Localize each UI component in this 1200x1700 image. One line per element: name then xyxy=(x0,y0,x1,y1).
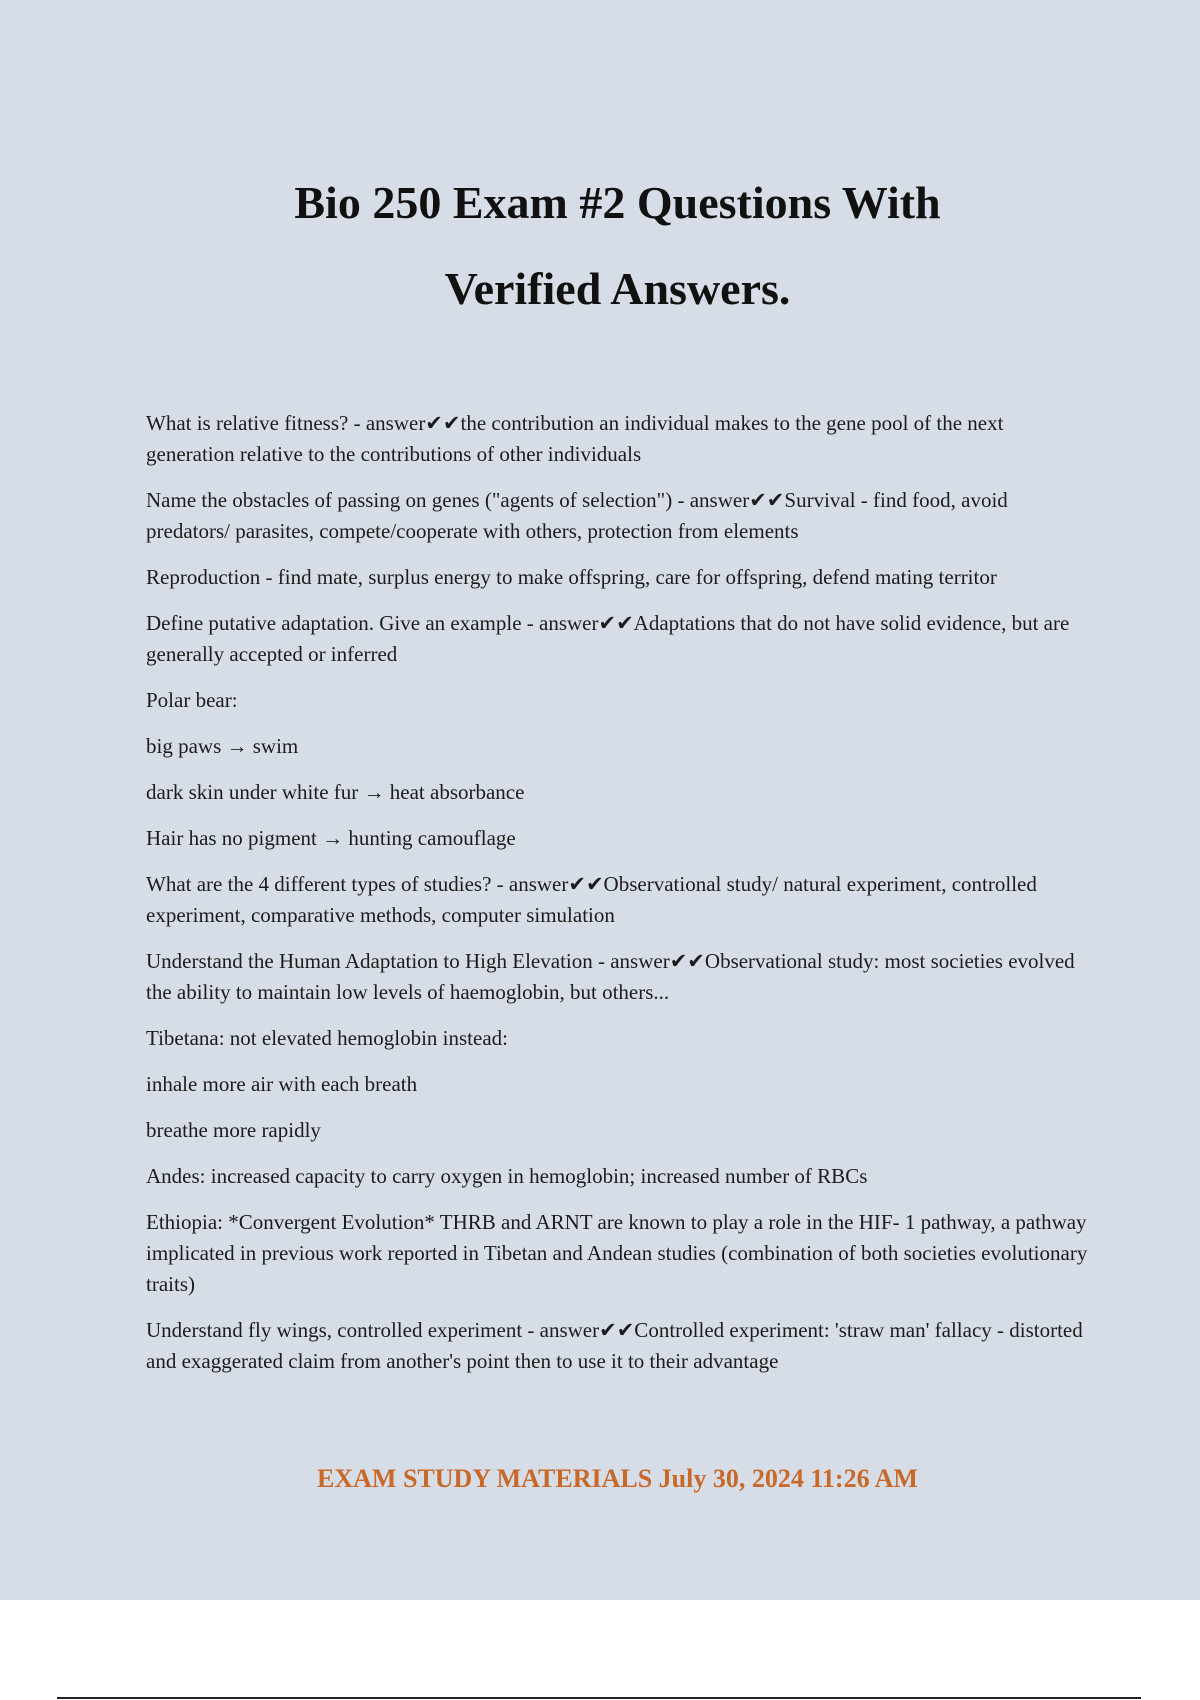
paragraph-ethiopia: Ethiopia: *Convergent Evolution* THRB and ARNT are known to play a role in the HIF- 1 pathway, a pathway implicated in previous work reported in Tibetan and Andean studies (combination of both societies evolutionary traits) xyxy=(146,1210,1088,1296)
title-line-1: Bio 250 Exam #2 Questions With xyxy=(294,177,941,228)
document-body xyxy=(146,408,1096,1392)
paragraph-high-elevation: Understand the Human Adaptation to High Elevation - answer✔✔Observational study: most societies evolved the ability to maintain low levels of haemoglobin, but others... xyxy=(146,949,1075,1004)
paragraph-reproduction: Reproduction - find mate, surplus energy to make offspring, care for offspring, defend mating territor xyxy=(146,565,997,589)
paragraph-inhale: inhale more air with each breath xyxy=(146,1072,418,1096)
footer-stamp: EXAM STUDY MATERIALS July 30, 2024 11:26 AM xyxy=(317,1464,918,1493)
paragraph-hair-pigment: Hair has no pigment → hunting camouflage xyxy=(146,826,516,850)
bottom-divider xyxy=(57,1697,1141,1699)
paragraph-relative-fitness: What is relative fitness? - answer✔✔the contribution an individual makes to the gene pool of the next generation relative to the contributions of other individuals xyxy=(146,411,1004,466)
paragraph-agents-of-selection: Name the obstacles of passing on genes ("agents of selection") - answer✔✔Survival - find food, avoid predators/ parasites, compete/cooperate with others, protection from elements xyxy=(146,488,1008,543)
paragraph-andes: Andes: increased capacity to carry oxygen in hemoglobin; increased number of RBCs xyxy=(146,1164,868,1188)
title-line-2: Verified Answers. xyxy=(444,263,791,314)
paragraph-tibetana: Tibetana: not elevated hemoglobin instead: xyxy=(146,1026,508,1050)
page-title xyxy=(0,160,1200,332)
paragraph-big-paws: big paws → swim xyxy=(146,734,299,758)
paragraph-types-of-studies: What are the 4 different types of studies? - answer✔✔Observational study/ natural experiment, controlled experiment, comparative methods, computer simulation xyxy=(146,872,1037,927)
paragraph-dark-skin: dark skin under white fur → heat absorbance xyxy=(146,780,525,804)
paragraph-polar-bear: Polar bear: xyxy=(146,688,238,712)
paragraph-fly-wings: Understand fly wings, controlled experiment - answer✔✔Controlled experiment: 'straw man' fallacy - distorted and exaggerated claim from another's point then to use it to their advantage xyxy=(146,1318,1083,1373)
paragraph-putative-adaptation: Define putative adaptation. Give an example - answer✔✔Adaptations that do not have solid evidence, but are generally accepted or inferred xyxy=(146,611,1070,666)
paragraph-breathe: breathe more rapidly xyxy=(146,1118,321,1142)
